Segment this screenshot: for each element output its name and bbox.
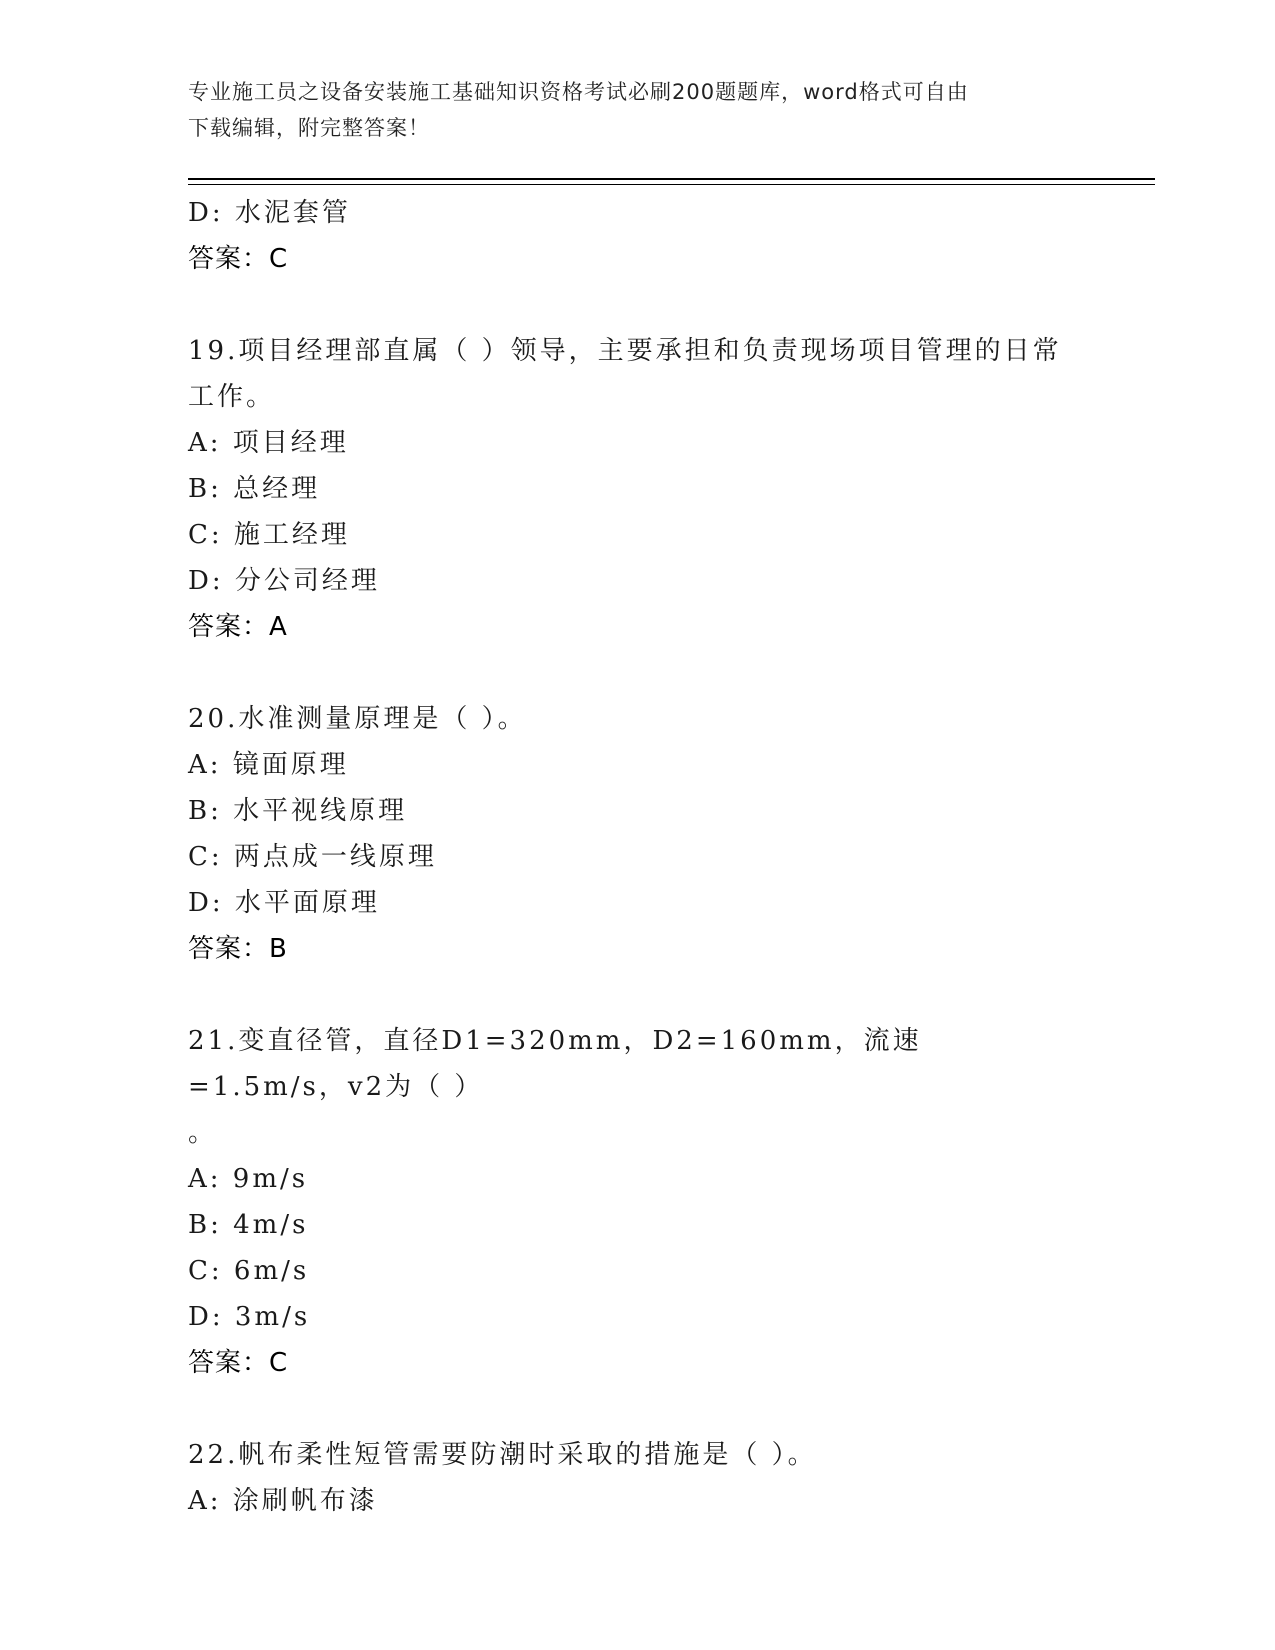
option-b: B: 总经理 xyxy=(188,474,321,504)
question-19 xyxy=(188,328,1068,650)
header-line-1: 专业施工员之设备安装施工基础知识资格考试必刷200题题库，word格式可自由 xyxy=(188,80,969,104)
option-d: D: 3m/s xyxy=(188,1302,311,1332)
option-b: B: 水平视线原理 xyxy=(188,796,408,826)
option-d: D: 分公司经理 xyxy=(188,566,380,596)
question-18-tail xyxy=(188,190,1068,282)
answer: 答案：A xyxy=(188,612,288,642)
document-body xyxy=(188,190,1068,1524)
option-a: A: 涂刷帆布漆 xyxy=(188,1486,378,1516)
option-d: D: 水泥套管 xyxy=(188,198,351,228)
answer: 答案：C xyxy=(188,244,289,274)
question-20 xyxy=(188,696,1068,972)
header-rule-thin xyxy=(188,184,1155,185)
question-stem-continued: 工作。 xyxy=(188,382,276,412)
question-stem: 22.帆布柔性短管需要防潮时采取的措施是（ ）。 xyxy=(188,1440,817,1470)
spacer xyxy=(188,1386,1068,1432)
option-b: B: 4m/s xyxy=(188,1210,309,1240)
option-a: A: 项目经理 xyxy=(188,428,349,458)
question-stem: 21.变直径管，直径D1=320mm，D2=160mm，流速=1.5m/s，v2为（ ） xyxy=(188,1026,922,1102)
question-22 xyxy=(188,1432,1068,1524)
header-rule-thick xyxy=(188,178,1155,180)
option-c: C: 6m/s xyxy=(188,1256,310,1286)
option-a: A: 镜面原理 xyxy=(188,750,349,780)
document-header xyxy=(188,74,1068,146)
question-stem-continued: 。 xyxy=(188,1118,218,1148)
question-21 xyxy=(188,1018,1068,1386)
option-c: C: 施工经理 xyxy=(188,520,350,550)
option-c: C: 两点成一线原理 xyxy=(188,842,437,872)
answer: 答案：B xyxy=(188,934,288,964)
question-stem: 20.水准测量原理是（ ）。 xyxy=(188,704,527,734)
option-a: A: 9m/s xyxy=(188,1164,309,1194)
option-d: D: 水平面原理 xyxy=(188,888,380,918)
header-line-2: 下载编辑，附完整答案！ xyxy=(188,116,430,140)
spacer xyxy=(188,282,1068,328)
spacer xyxy=(188,650,1068,696)
answer: 答案：C xyxy=(188,1348,289,1378)
question-stem: 19.项目经理部直属（ ）领导，主要承担和负责现场项目管理的日常 xyxy=(188,336,1062,366)
spacer xyxy=(188,972,1068,1018)
